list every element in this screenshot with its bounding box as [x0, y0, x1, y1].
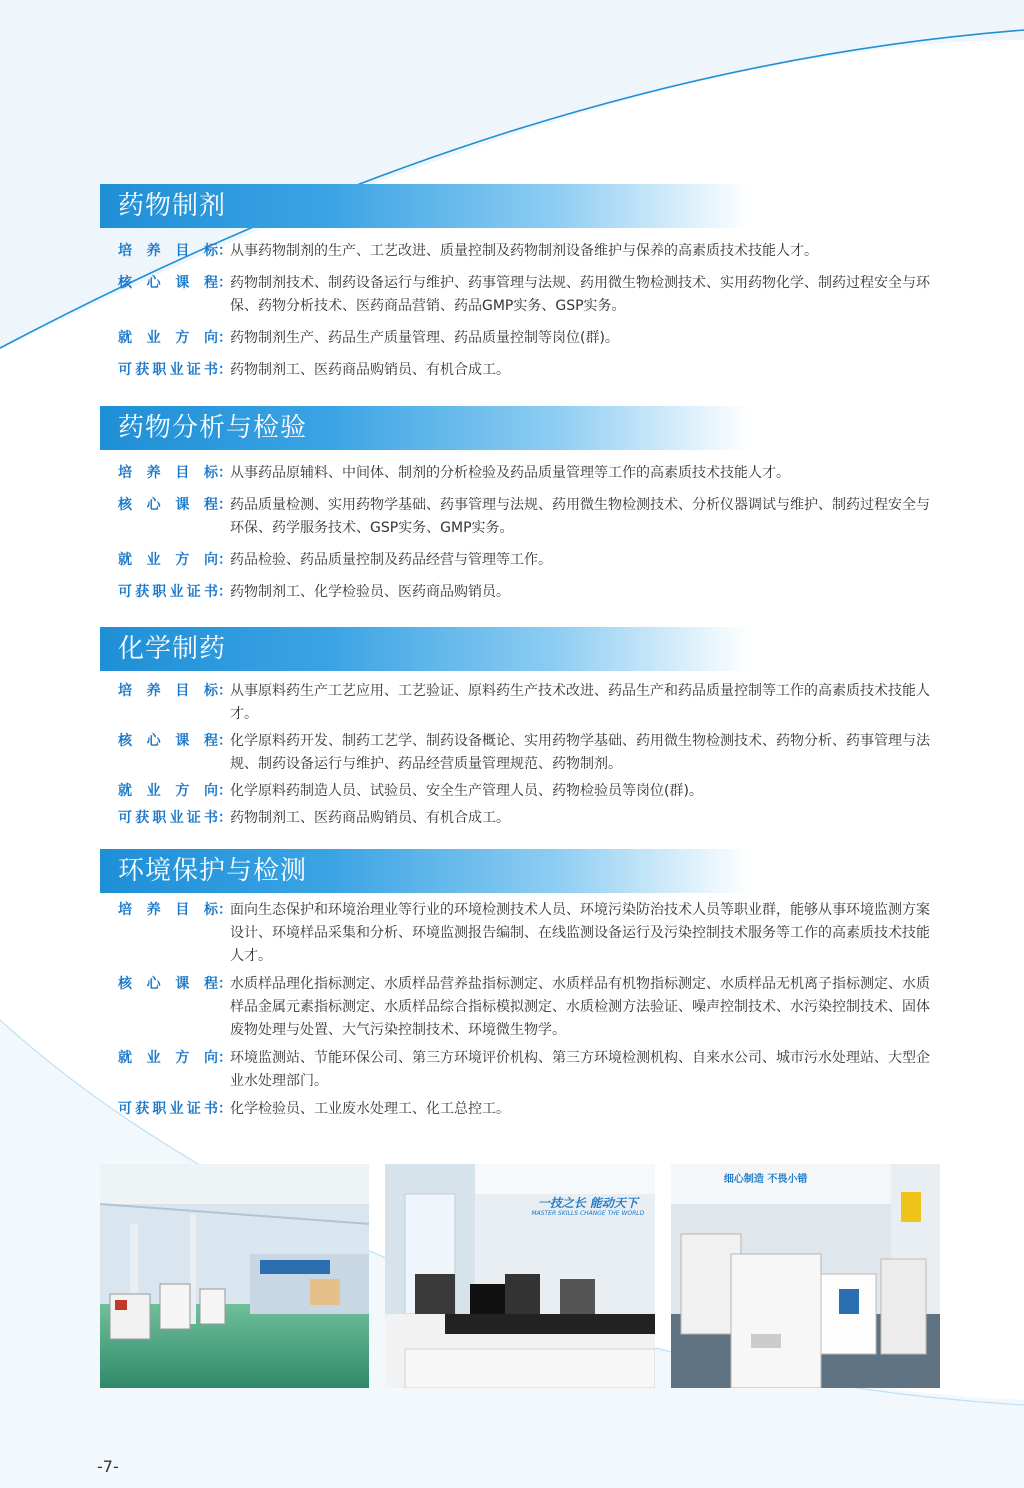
row-text: 化学原料药制造人员、试验员、安全生产管理人员、药物检验员等岗位(群)。: [230, 783, 703, 799]
row-label: 培养目标: [118, 902, 218, 918]
photo-strip: [100, 1164, 940, 1388]
row-courses: 核心课程 ： 水质样品理化指标测定、水质样品营养盐指标测定、水质样品有机物指标测定、水质样品无机离子指标测定、水质样品金属元素指标测定、水质样品综合指标模拟测定、水质检测方法验证、噪声控制技术、水污染控制技术、固体废物处理与处置、大气污染控制技术、环境微生物学。: [118, 973, 930, 1042]
row-label: 培养目标: [118, 465, 218, 481]
row-text: 药品检验、药品质量控制及药品经营与管理等工作。: [230, 552, 552, 568]
row-courses: 核心课程 ： 化学原料药开发、制药工艺学、制药设备概论、实用药物学基础、药用微生物检测技术、药物分析、药事管理与法规、制药设备运行与维护、药品经营质量管理规范、药物制剂。: [118, 730, 930, 776]
row-text: 水质样品理化指标测定、水质样品营养盐指标测定、水质样品有机物指标测定、水质样品无机离子指标测定、水质样品金属元素指标测定、水质样品综合指标模拟测定、水质检测方法验证、噪声控制技术、水污染控制技术、固体废物处理与处置、大气污染控制技术、环境微生物学。: [230, 976, 930, 1038]
row-certificates: 可获职业证书 ： 药物制剂工、化学检验员、医药商品购销员。: [118, 581, 930, 604]
row-certificates: 可获职业证书 ： 化学检验员、工业废水处理工、化工总控工。: [118, 1098, 930, 1121]
row-text: 从事药物制剂的生产、工艺改进、质量控制及药物制剂设备维护与保养的高素质技术技能人才。: [230, 243, 818, 259]
row-label: 就业方向: [118, 330, 218, 346]
row-label: 就业方向: [118, 783, 218, 799]
page-number: -7-: [97, 1457, 119, 1476]
section-environmental-protection: [100, 849, 930, 1121]
row-text: 从事原料药生产工艺应用、工艺验证、原料药生产技术改进、药品生产和药品质量控制等工作的高素质技术技能人才。: [230, 683, 930, 722]
row-label: 培养目标: [118, 243, 218, 259]
row-goal: 培养目标 ： 从事药品原辅料、中间体、制剂的分析检验及药品质量管理等工作的高素质技术技能人才。: [118, 462, 930, 485]
row-label: 可获职业证书: [118, 584, 218, 600]
row-label: 就业方向: [118, 552, 218, 568]
photo-laboratory: [385, 1164, 654, 1388]
row-courses: 核心课程 ： 药品质量检测、实用药物学基础、药事管理与法规、药用微生物检测技术、分析仪器调试与维护、制药过程安全与环保、药学服务技术、GSP实务、GMP实务。: [118, 494, 930, 540]
row-text: 化学原料药开发、制药工艺学、制药设备概论、实用药物学基础、药用微生物检测技术、药物分析、药事管理与法规、制药设备运行与维护、药品经营质量管理规范、药物制剂。: [230, 733, 930, 772]
row-text: 药物制剂工、医药商品购销员、有机合成工。: [230, 810, 510, 826]
row-label: 培养目标: [118, 683, 218, 699]
section-title: 环境保护与检测: [100, 849, 750, 893]
lab-banner: [520, 1196, 654, 1218]
row-label: 可获职业证书: [118, 362, 218, 378]
instrument-room-illustration: [671, 1164, 940, 1388]
section-title: 药物分析与检验: [100, 406, 750, 450]
row-label: 核心课程: [118, 733, 218, 749]
row-certificates: 可获职业证书 ： 药物制剂工、医药商品购销员、有机合成工。: [118, 807, 930, 830]
row-text: 从事药品原辅料、中间体、制剂的分析检验及药品质量管理等工作的高素质技术技能人才。: [230, 465, 790, 481]
row-label: 可获职业证书: [118, 1101, 218, 1117]
row-label: 就业方向: [118, 1050, 218, 1066]
row-text: 化学检验员、工业废水处理工、化工总控工。: [230, 1101, 510, 1117]
row-goal: 培养目标 ： 从事药物制剂的生产、工艺改进、质量控制及药物制剂设备维护与保养的高素质技术技能人才。: [118, 240, 930, 263]
row-text: 药品质量检测、实用药物学基础、药事管理与法规、药用微生物检测技术、分析仪器调试与维护、制药过程安全与环保、药学服务技术、GSP实务、GMP实务。: [230, 497, 930, 536]
row-text: 药物制剂技术、制药设备运行与维护、药事管理与法规、药用微生物检测技术、实用药物化学、制药过程安全与环保、药物分析技术、医药商品营销、药品GMP实务、GSP实务。: [230, 275, 930, 314]
row-goal: 培养目标 ： 面向生态保护和环境治理业等行业的环境检测技术人员、环境污染防治技术人员等职业群，能够从事环境监测方案设计、环境样品采集和分析、环境监测报告编制、在线监测设备运行及污染控制技术服务等工作的高素质技术技能人才。: [118, 899, 930, 968]
section-title: 化学制药: [100, 627, 750, 671]
row-certificates: 可获职业证书 ： 药物制剂工、医药商品购销员、有机合成工。: [118, 359, 930, 382]
row-text: 环境监测站、节能环保公司、第三方环境评价机构、第三方环境检测机构、自来水公司、城市污水处理站、大型企业水处理部门。: [230, 1050, 930, 1089]
lab-banner-slogan: 一技之长 能动天下: [537, 1196, 638, 1210]
section-title: 药物制剂: [100, 184, 750, 228]
row-employment: 就业方向 ： 环境监测站、节能环保公司、第三方环境评价机构、第三方环境检测机构、自来水公司、城市污水处理站、大型企业水处理部门。: [118, 1047, 930, 1093]
section-pharmaceutical-preparations: [100, 184, 930, 382]
row-text: 药物制剂生产、药品生产质量管理、药品质量控制等岗位(群)。: [230, 330, 619, 346]
row-text: 面向生态保护和环境治理业等行业的环境检测技术人员、环境污染防治技术人员等职业群，能够从事环境监测方案设计、环境样品采集和分析、环境监测报告编制、在线监测设备运行及污染控制技术服务等工作的高素质技术技能人才。: [230, 902, 930, 964]
photo-training-workshop: [100, 1164, 369, 1388]
row-employment: 就业方向 ： 化学原料药制造人员、试验员、安全生产管理人员、药物检验员等岗位(群)。: [118, 780, 930, 803]
row-text: 药物制剂工、医药商品购销员、有机合成工。: [230, 362, 510, 378]
row-label: 核心课程: [118, 497, 218, 513]
section-pharmaceutical-analysis: [100, 406, 930, 604]
lab-banner-slogan-en: MASTER SKILLS CHANGE THE WORLD: [531, 1210, 645, 1217]
row-label: 核心课程: [118, 275, 218, 291]
section-chemical-pharmacy: [100, 627, 930, 830]
row-employment: 就业方向 ： 药物制剂生产、药品生产质量管理、药品质量控制等岗位(群)。: [118, 327, 930, 350]
instrument-room-banner: 细心制造 不畏小错: [723, 1174, 808, 1185]
row-text: 药物制剂工、化学检验员、医药商品购销员。: [230, 584, 510, 600]
photo-instrument-room: [671, 1164, 940, 1388]
workshop-illustration: [100, 1164, 369, 1388]
row-label: 核心课程: [118, 976, 218, 992]
row-courses: 核心课程 ： 药物制剂技术、制药设备运行与维护、药事管理与法规、药用微生物检测技术、实用药物化学、制药过程安全与环保、药物分析技术、医药商品营销、药品GMP实务、GSP实务。: [118, 272, 930, 318]
row-employment: 就业方向 ： 药品检验、药品质量控制及药品经营与管理等工作。: [118, 549, 930, 572]
row-label: 可获职业证书: [118, 810, 218, 826]
row-goal: 培养目标 ： 从事原料药生产工艺应用、工艺验证、原料药生产技术改进、药品生产和药品质量控制等工作的高素质技术技能人才。: [118, 680, 930, 726]
